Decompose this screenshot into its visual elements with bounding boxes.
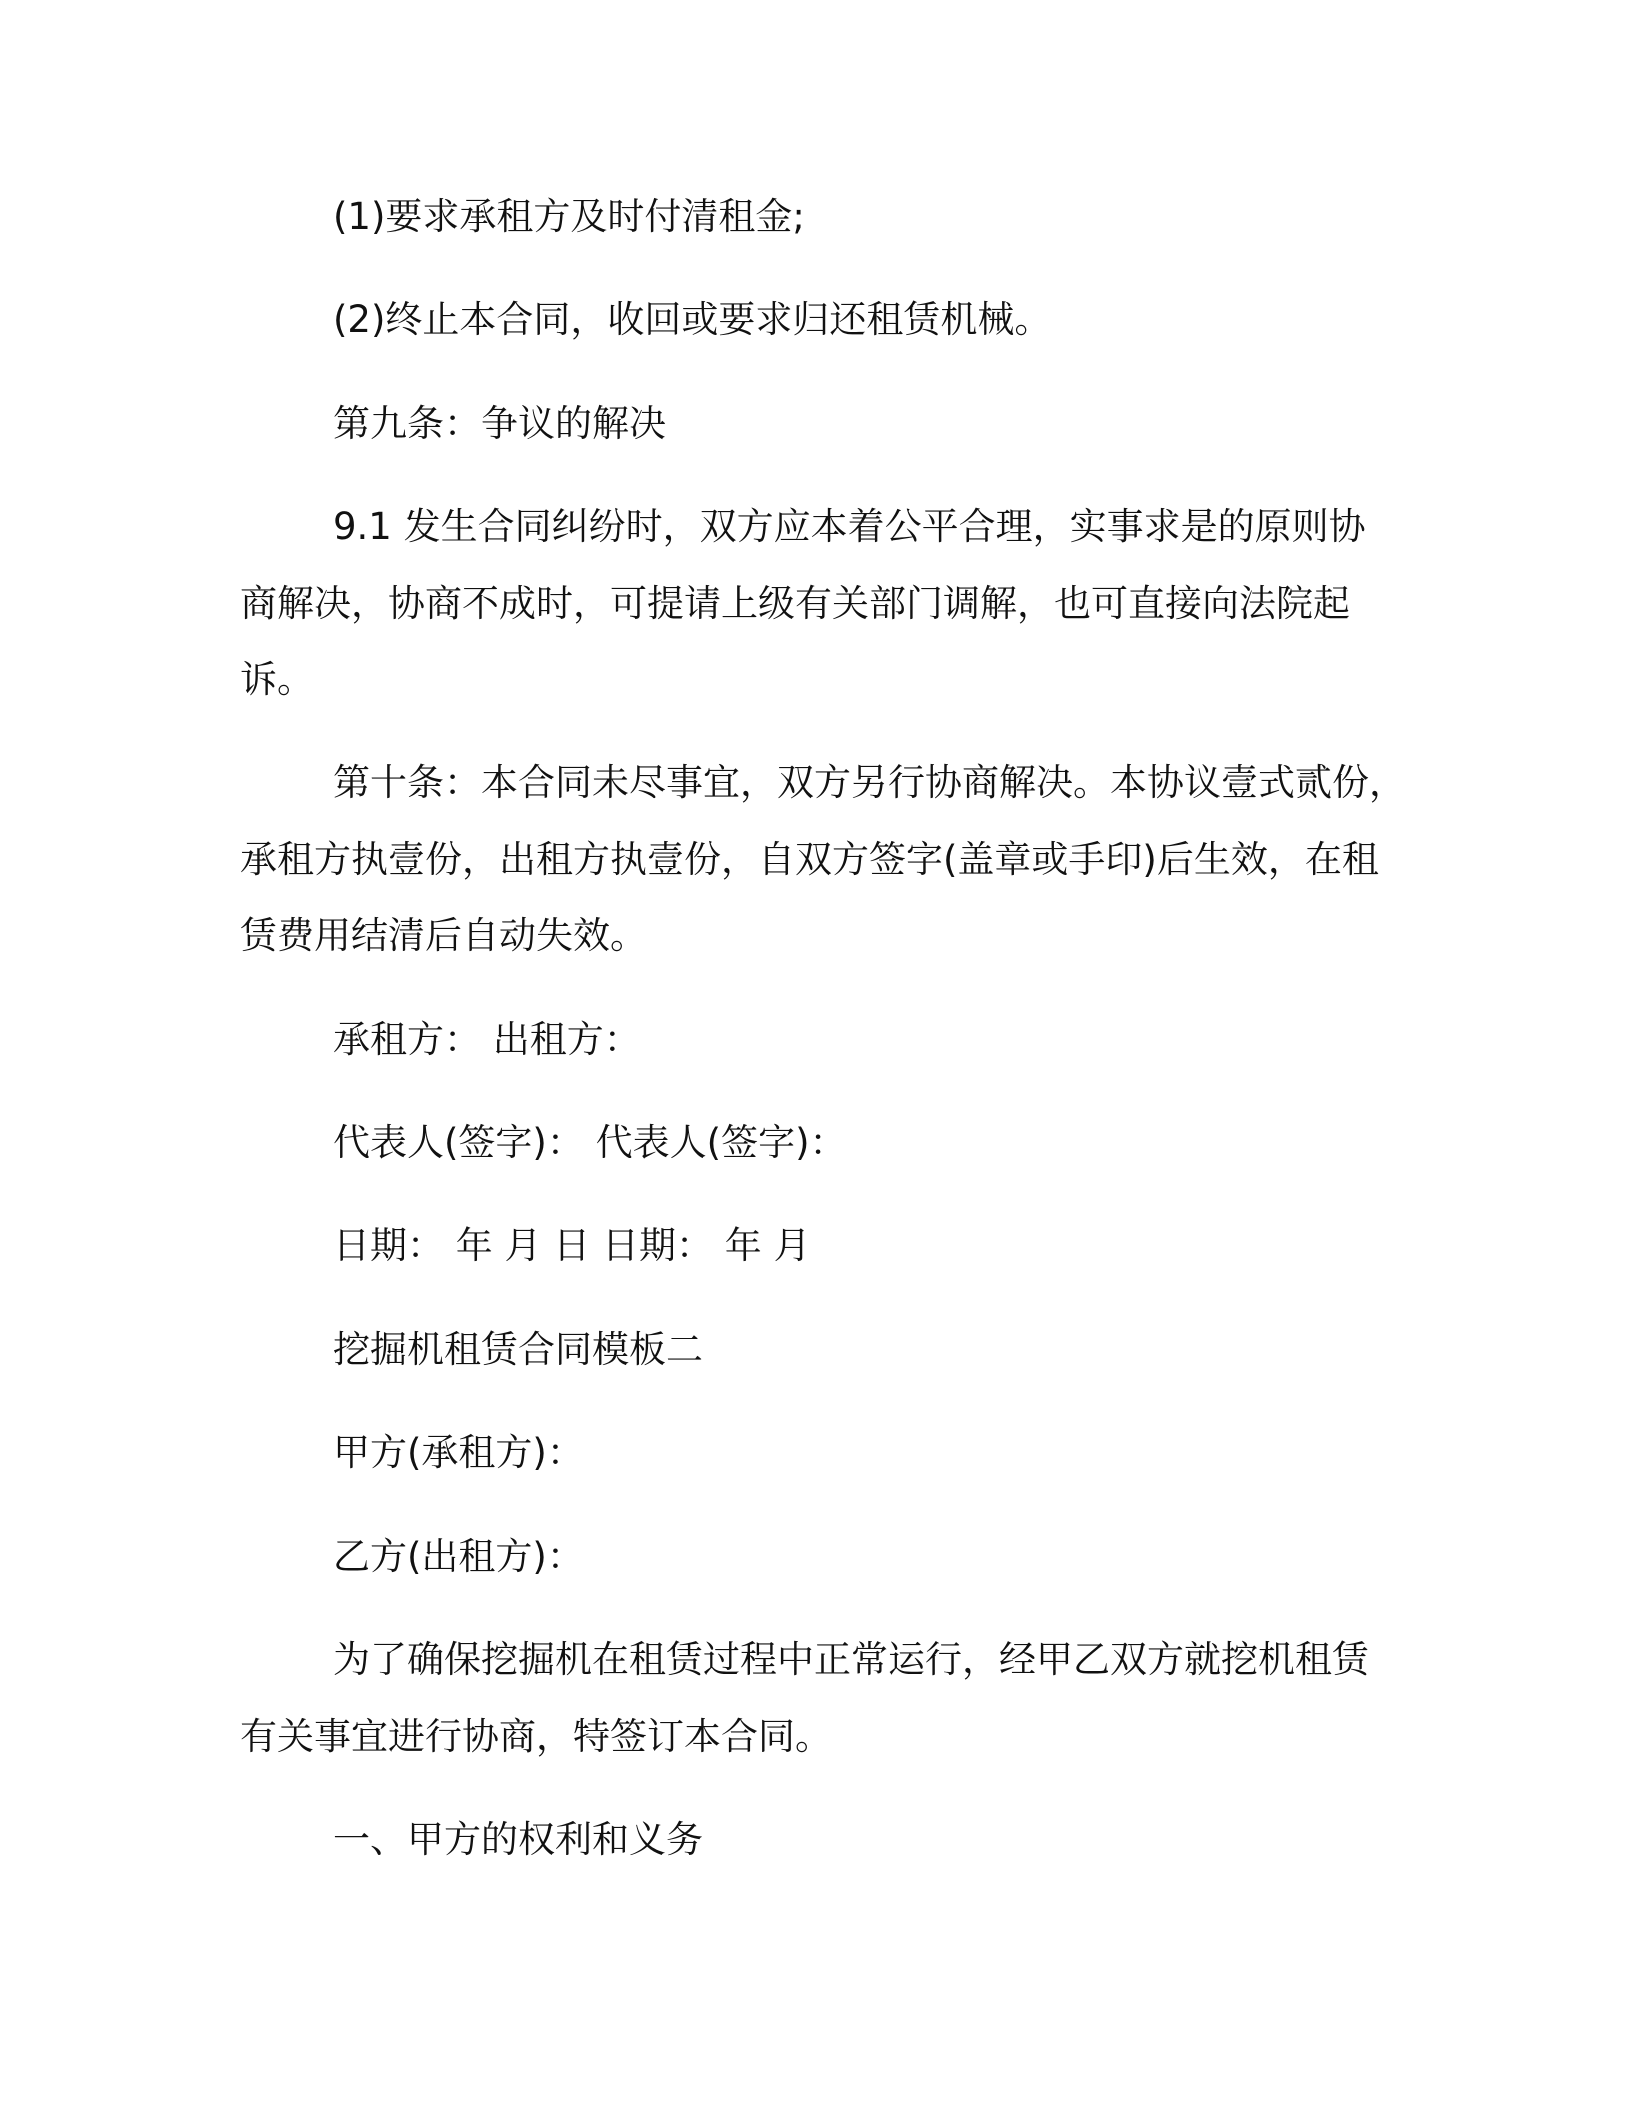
party-signature-labels [240, 1002, 1420, 1078]
text-line: 赁费用结清后自动失效。 [240, 914, 647, 958]
text-line: 挖掘机租赁合同模板二 [333, 1327, 703, 1371]
template-2-title [240, 1312, 1420, 1388]
text-line: 第九条：争议的解决 [333, 401, 666, 445]
text-line: 代表人(签字)： 代表人(签字)： [333, 1121, 847, 1165]
text-line: (2)终止本合同，收回或要求归还租赁机械。 [333, 298, 1052, 342]
article-9-heading [240, 386, 1420, 462]
preamble [240, 1622, 1420, 1775]
text-line: 为了确保挖掘机在租赁过程中正常运行，经甲乙双方就挖机租赁 [333, 1638, 1369, 1682]
text-line: 甲方(承租方)： [333, 1431, 584, 1475]
party-b-label [240, 1519, 1420, 1595]
text-line: (1)要求承租方及时付清租金; [333, 195, 805, 238]
text-line: 商解决，协商不成时，可提请上级有关部门调解，也可直接向法院起 [240, 581, 1350, 625]
text-line: 一、甲方的权利和义务 [333, 1817, 703, 1861]
clause-item-1 [240, 179, 1420, 255]
text-line: 日期： 年 月 日 日期： 年 月 [333, 1224, 811, 1268]
article-10 [240, 745, 1420, 974]
clause-item-2 [240, 282, 1420, 358]
text-line: 诉。 [240, 658, 314, 702]
document-body [240, 179, 1420, 1905]
text-line: 有关事宜进行协商，特签订本合同。 [240, 1714, 832, 1758]
text-line: 乙方(出租方)： [333, 1534, 584, 1578]
date-labels [240, 1208, 1420, 1284]
section-1-heading [240, 1802, 1420, 1878]
clause-9-1 [240, 489, 1420, 718]
text-line: 第十条：本合同未尽事宜，双方另行协商解决。本协议壹式贰份， [333, 761, 1406, 805]
text-line: 承租方： 出租方： [333, 1017, 641, 1061]
party-a-label [240, 1415, 1420, 1491]
text-line: 9.1 发生合同纠纷时，双方应本着公平合理，实事求是的原则协 [333, 505, 1366, 549]
representative-signature-labels [240, 1105, 1420, 1181]
text-line: 承租方执壹份，出租方执壹份，自双方签字(盖章或手印)后生效，在租 [240, 837, 1379, 881]
